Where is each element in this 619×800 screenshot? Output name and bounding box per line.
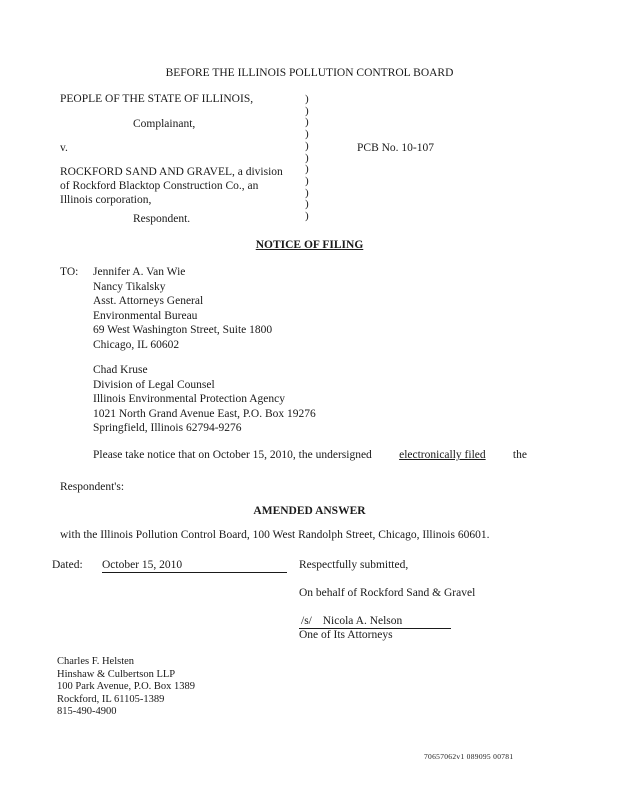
board-title: BEFORE THE ILLINOIS POLLUTION CONTROL BOARD <box>165 67 454 79</box>
paren: ) <box>305 210 309 223</box>
complainant-name: PEOPLE OF THE STATE OF ILLINOIS, <box>60 93 254 105</box>
counsel-line: Hinshaw & Culbertson LLP <box>57 668 176 680</box>
paren: ) <box>305 139 309 152</box>
recipient-line: Chad Kruse <box>93 364 148 376</box>
recipient-line: Division of Legal Counsel <box>93 378 215 391</box>
notice-title: NOTICE OF FILING <box>255 239 364 251</box>
versus-label: v. <box>60 142 68 154</box>
respondent-name-block <box>60 165 283 207</box>
recipient-block-2 <box>93 363 316 436</box>
notice-text-before: Please take notice that on October 15, 2010, the undersigned <box>93 449 372 461</box>
paren: ) <box>305 186 309 199</box>
paren: ) <box>305 198 309 211</box>
paren: ) <box>305 116 309 129</box>
paren: ) <box>305 163 309 176</box>
respondent-line: of Rockford Blacktop Construction Co., an <box>60 180 259 192</box>
to-label: TO: <box>60 266 79 278</box>
case-number: PCB No. 10-107 <box>357 142 434 154</box>
recipient-line: Chicago, IL 60602 <box>93 338 180 351</box>
paren: ) <box>305 174 309 187</box>
complainant-role: Complainant, <box>133 118 196 130</box>
paren: ) <box>305 151 309 164</box>
recipient-line: Springfield, Illinois 62794-9276 <box>93 422 242 435</box>
counsel-line: 815-490-4900 <box>57 706 117 718</box>
dated-label: Dated: <box>52 559 83 571</box>
signature-prefix: /s/ <box>301 615 312 627</box>
date-value: October 15, 2010 <box>102 559 183 571</box>
caption-parentheses <box>305 94 309 223</box>
one-of-its-attorneys: One of Its Attorneys <box>299 629 393 641</box>
electronically-filed-text: electronically filed <box>399 449 486 461</box>
filed-with-text: with the Illinois Pollution Control Board, 100 West Randolph Street, Chicago, Illinois 60601. <box>60 529 490 541</box>
paren: ) <box>305 104 309 117</box>
paren: ) <box>305 128 309 141</box>
counsel-line: 100 Park Avenue, P.O. Box 1389 <box>57 681 196 693</box>
recipient-line: Nancy Tikalsky <box>93 280 166 293</box>
respondents-label: Respondent's: <box>60 481 125 493</box>
respectfully-submitted: Respectfully submitted, <box>299 559 409 571</box>
respondent-line: Illinois corporation, <box>60 194 152 206</box>
recipient-line: Environmental Bureau <box>93 309 198 322</box>
respondent-line: ROCKFORD SAND AND GRAVEL, a division <box>60 166 283 178</box>
notice-paragraph <box>93 448 527 462</box>
counsel-line: Charles F. Helsten <box>57 656 135 667</box>
counsel-line: Rockford, IL 61105-1389 <box>57 693 165 705</box>
recipient-line: Illinois Environmental Protection Agency <box>93 393 285 406</box>
signature-line <box>299 614 451 629</box>
recipient-line: 69 West Washington Street, Suite 1800 <box>93 324 273 337</box>
recipient-line: Jennifer A. Van Wie <box>93 266 186 278</box>
signature-name: Nicola A. Nelson <box>322 615 403 627</box>
recipient-line: 1021 North Grand Avenue East, P.O. Box 19276 <box>93 407 316 420</box>
document-title: AMENDED ANSWER <box>253 505 366 517</box>
document-id: 70657062v1 089095 00781 <box>424 752 514 761</box>
respondent-role: Respondent. <box>133 213 191 225</box>
date-line <box>102 558 287 573</box>
recipient-line: Asst. Attorneys General <box>93 295 204 308</box>
paren: ) <box>305 93 309 105</box>
recipient-block-1 <box>93 265 272 353</box>
on-behalf-of: On behalf of Rockford Sand & Gravel <box>299 587 476 599</box>
counsel-block <box>57 656 195 719</box>
notice-text-after: the <box>512 449 527 461</box>
